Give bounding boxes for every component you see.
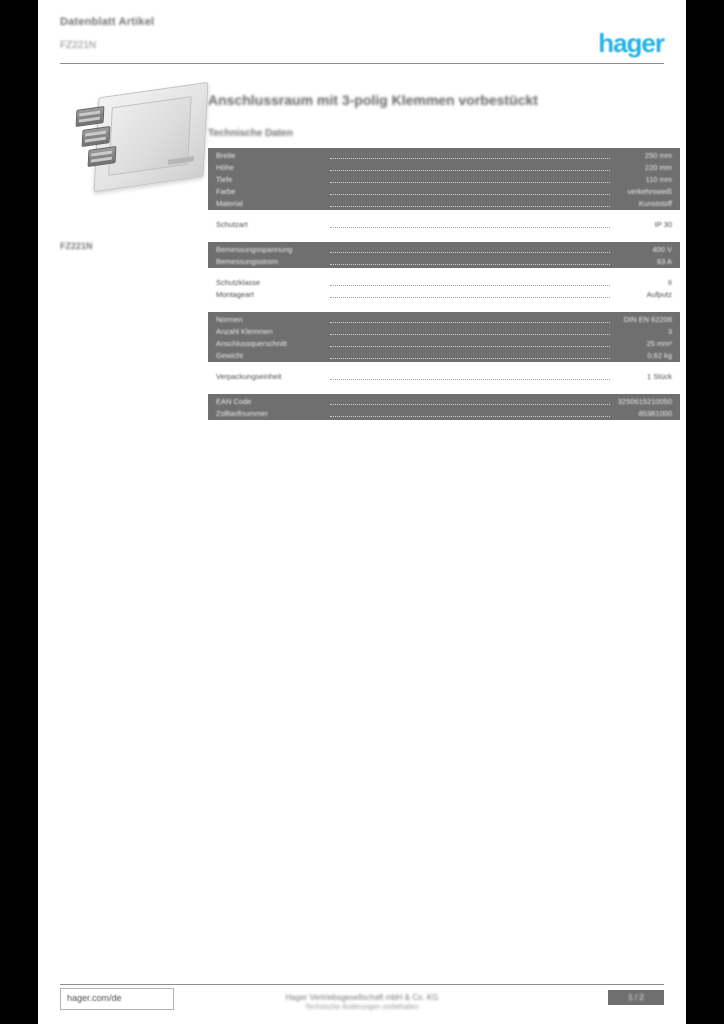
- spec-key: Schutzklasse: [216, 277, 261, 287]
- spec-key: Anzahl Klemmen: [216, 326, 273, 336]
- figure-caption: FZ221N: [60, 241, 93, 251]
- spec-key: Schutzart: [216, 219, 248, 229]
- spec-leader-dots: [330, 409, 610, 417]
- spec-row: [208, 325, 680, 337]
- spec-value: 25 mm²: [646, 338, 672, 348]
- footer-page-label: 1 / 2: [628, 993, 644, 1002]
- spec-row: [208, 255, 680, 267]
- spec-value: 0,62 kg: [647, 350, 672, 360]
- spec-row: [208, 149, 680, 161]
- product-cover: [108, 96, 191, 176]
- spec-leader-dots: [330, 278, 610, 286]
- spec-value: 110 mm: [645, 174, 672, 184]
- terminal-grip: [91, 151, 112, 157]
- spec-group-spacer: [208, 384, 680, 394]
- spec-value: 3: [667, 326, 672, 336]
- spec-key: Bemessungsstrom: [216, 256, 279, 266]
- document-subtitle: FZ221N: [60, 40, 97, 51]
- spec-leader-dots: [330, 372, 610, 380]
- spec-row: [208, 337, 680, 349]
- spec-leader-dots: [330, 151, 610, 159]
- document-title: Datenblatt Artikel: [60, 16, 155, 28]
- spec-key: Anschlussquerschnitt: [216, 338, 287, 348]
- spec-value: Kunststoff: [638, 198, 672, 208]
- spec-row: [208, 173, 680, 185]
- spec-value: 3250615210050: [617, 396, 672, 406]
- footer-url[interactable]: hager.com/de: [67, 993, 122, 1003]
- spec-row: [208, 218, 680, 230]
- spec-value: DIN EN 62208: [623, 314, 672, 324]
- spec-group: [208, 276, 680, 300]
- spec-value: 400 V: [652, 244, 672, 254]
- terminal-grip: [91, 157, 112, 163]
- terminal-grip: [79, 117, 100, 123]
- spec-value: Aufputz: [646, 289, 672, 299]
- spec-leader-dots: [330, 315, 610, 323]
- spec-value: 250 mm: [644, 150, 672, 160]
- spec-row: [208, 185, 680, 197]
- spec-group-spacer: [208, 302, 680, 312]
- spec-group: [208, 242, 680, 268]
- document-footer: [60, 988, 664, 1012]
- spec-key: Bemessungsspannung: [216, 244, 293, 254]
- spec-row: [208, 395, 680, 407]
- spec-group: [208, 312, 680, 362]
- spec-row: [208, 407, 680, 419]
- spec-group-spacer: [208, 422, 680, 428]
- footer-company: Hager Vertriebsgesellschaft mbH & Co. KG: [285, 993, 439, 1002]
- specification-table: [208, 148, 680, 428]
- spec-value: IP 30: [654, 219, 672, 229]
- spec-leader-dots: [330, 397, 610, 405]
- document-page: [38, 0, 686, 1024]
- spec-key: Höhe: [216, 162, 234, 172]
- spec-key: Tiefe: [216, 174, 233, 184]
- spec-group: [208, 370, 680, 382]
- spec-value: 1 Stück: [646, 371, 672, 381]
- spec-row: [208, 288, 680, 300]
- spec-key: Normen: [216, 314, 243, 324]
- spec-row: [208, 197, 680, 209]
- footer-divider: [60, 984, 664, 985]
- spec-value: 63 A: [656, 256, 672, 266]
- spec-value: II: [667, 277, 672, 287]
- terminal-grip: [85, 131, 106, 137]
- spec-row: [208, 370, 680, 382]
- spec-key: Material: [216, 198, 243, 208]
- spec-leader-dots: [330, 187, 610, 195]
- spec-value: verkehrsweiß: [627, 186, 672, 196]
- spec-leader-dots: [330, 245, 610, 253]
- header-divider: [60, 63, 664, 64]
- spec-row: [208, 161, 680, 173]
- product-heading: Anschlussraum mit 3-polig Klemmen vorbestückt: [208, 92, 538, 108]
- spec-group-spacer: [208, 232, 680, 242]
- spec-key: Verpackungseinheit: [216, 371, 282, 381]
- footer-page-number: [608, 990, 664, 1005]
- footer-disclaimer: Technische Änderungen vorbehalten: [305, 1004, 419, 1011]
- spec-key: Breite: [216, 150, 236, 160]
- terminal-grip: [85, 137, 106, 143]
- terminal-grip: [79, 111, 100, 117]
- spec-leader-dots: [330, 199, 610, 207]
- document-header: [60, 16, 664, 64]
- spec-group: [208, 148, 680, 210]
- spec-row: [208, 243, 680, 255]
- spec-key: Zolltarifnummer: [216, 408, 269, 418]
- spec-leader-dots: [330, 351, 610, 359]
- spec-key: EAN Code: [216, 396, 252, 406]
- spec-row: [208, 349, 680, 361]
- spec-leader-dots: [330, 327, 610, 335]
- spec-value: 220 mm: [644, 162, 672, 172]
- spec-leader-dots: [330, 163, 610, 171]
- spec-key: Farbe: [216, 186, 236, 196]
- spec-leader-dots: [330, 257, 610, 265]
- spec-key: Montageart: [216, 289, 254, 299]
- hager-logo: hager: [598, 28, 664, 58]
- spec-leader-dots: [330, 220, 610, 228]
- spec-group: [208, 218, 680, 230]
- product-image: [58, 80, 218, 200]
- spec-key: Gewicht: [216, 350, 244, 360]
- spec-group: [208, 394, 680, 420]
- section-label-technical-data: Technische Daten: [208, 128, 293, 139]
- spec-leader-dots: [330, 290, 610, 298]
- spec-leader-dots: [330, 175, 610, 183]
- spec-row: [208, 276, 680, 288]
- spec-row: [208, 313, 680, 325]
- spec-value: 85381000: [638, 408, 672, 418]
- spec-leader-dots: [330, 339, 610, 347]
